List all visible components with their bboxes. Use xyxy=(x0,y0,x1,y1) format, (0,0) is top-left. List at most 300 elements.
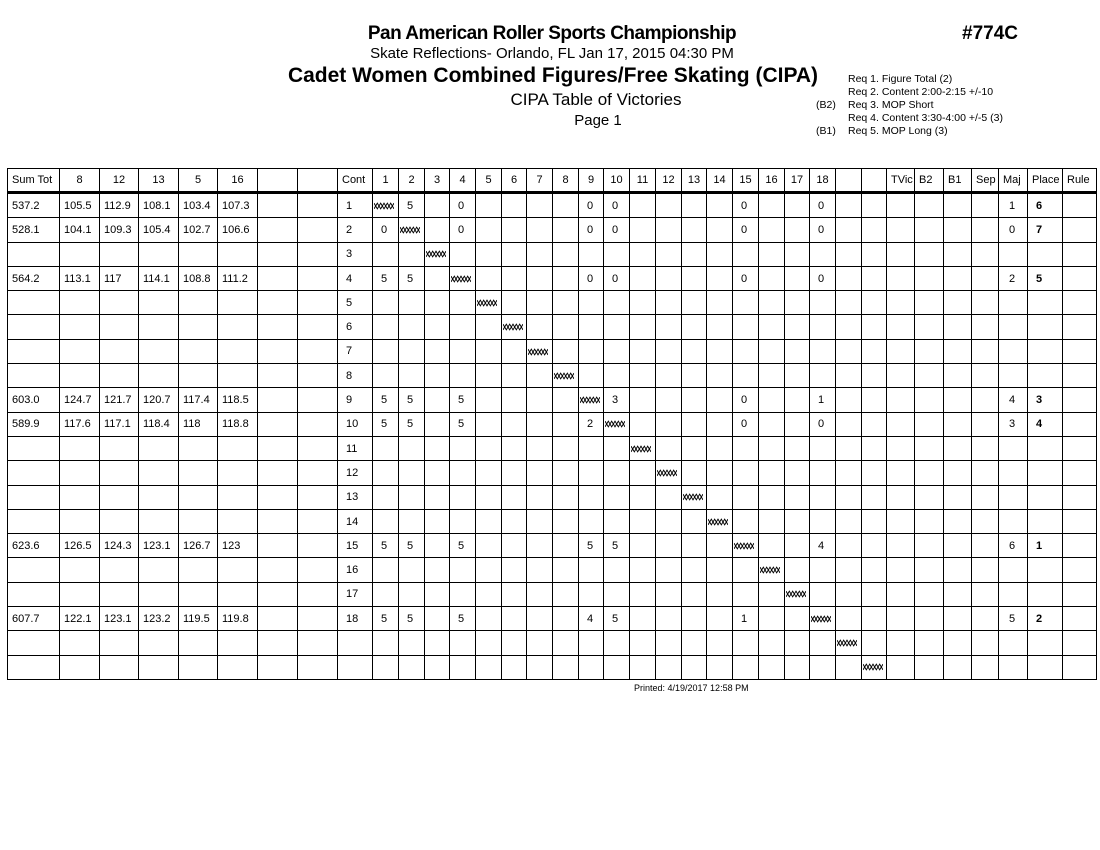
table-cell xyxy=(810,582,836,606)
table-cell xyxy=(476,436,502,460)
table-cell xyxy=(682,655,707,679)
table-cell xyxy=(972,315,999,339)
table-cell xyxy=(218,242,258,266)
table-cell xyxy=(258,631,298,655)
column-header: B1 xyxy=(944,169,972,193)
table-cell: 1 xyxy=(810,388,836,412)
table-cell: 5 xyxy=(373,388,399,412)
majority-cell xyxy=(999,461,1028,485)
table-cell xyxy=(862,218,887,242)
table-row xyxy=(8,291,1097,315)
table-cell xyxy=(425,388,450,412)
table-cell xyxy=(298,485,338,509)
self-cell xyxy=(707,509,733,533)
column-header: 10 xyxy=(604,169,630,193)
table-cell xyxy=(836,655,862,679)
table-cell xyxy=(682,582,707,606)
table-cell xyxy=(810,242,836,266)
table-cell xyxy=(972,607,999,631)
self-comparison-mark xyxy=(426,250,446,258)
contestant-cell: 12 xyxy=(338,461,373,485)
table-cell xyxy=(502,582,527,606)
table-cell xyxy=(944,218,972,242)
table-cell xyxy=(604,242,630,266)
table-cell xyxy=(759,266,785,290)
table-cell: 112.9 xyxy=(100,193,139,218)
table-cell xyxy=(373,655,399,679)
table-cell: 123.1 xyxy=(100,607,139,631)
requirement-text: Req 1. Figure Total (2) xyxy=(848,73,953,85)
venue-date-line: Skate Reflections- Orlando, FL Jan 17, 2015 04:30 PM xyxy=(370,45,734,62)
column-header: 8 xyxy=(60,169,100,193)
table-cell xyxy=(579,558,604,582)
table-cell: 113.1 xyxy=(60,266,100,290)
table-cell xyxy=(944,388,972,412)
place-cell xyxy=(1028,655,1063,679)
table-cell: 4 xyxy=(810,534,836,558)
table-row xyxy=(8,461,1097,485)
table-cell xyxy=(630,655,656,679)
table-cell xyxy=(527,193,553,218)
table-cell xyxy=(630,607,656,631)
table-cell xyxy=(298,193,338,218)
contestant-cell: 11 xyxy=(338,436,373,460)
table-cell xyxy=(862,534,887,558)
column-header: 6 xyxy=(502,169,527,193)
table-cell xyxy=(785,631,810,655)
table-cell xyxy=(630,534,656,558)
table-cell xyxy=(502,607,527,631)
table-cell xyxy=(450,315,476,339)
table-cell xyxy=(373,315,399,339)
majority-cell xyxy=(999,364,1028,388)
majority-cell: 4 xyxy=(999,388,1028,412)
self-comparison-mark xyxy=(554,372,574,380)
table-cell xyxy=(810,339,836,363)
table-cell: 121.7 xyxy=(100,388,139,412)
table-cell xyxy=(553,291,579,315)
table-cell xyxy=(527,655,553,679)
table-cell xyxy=(399,558,425,582)
event-code: #774C xyxy=(962,23,1018,44)
table-cell xyxy=(8,315,60,339)
column-header: 3 xyxy=(425,169,450,193)
requirement-tag xyxy=(816,86,848,99)
table-row xyxy=(8,339,1097,363)
table-cell xyxy=(450,631,476,655)
table-cell xyxy=(785,339,810,363)
table-cell xyxy=(373,339,399,363)
column-header: 12 xyxy=(656,169,682,193)
table-cell xyxy=(553,582,579,606)
table-cell xyxy=(944,607,972,631)
table-cell xyxy=(604,509,630,533)
self-comparison-mark xyxy=(863,663,883,671)
table-cell xyxy=(630,291,656,315)
table-cell xyxy=(944,266,972,290)
self-cell xyxy=(759,558,785,582)
table-cell xyxy=(8,364,60,388)
self-comparison-mark xyxy=(708,518,728,526)
table-cell xyxy=(399,582,425,606)
table-cell xyxy=(759,509,785,533)
table-cell xyxy=(972,412,999,436)
table-cell xyxy=(759,655,785,679)
table-cell xyxy=(944,339,972,363)
table-cell xyxy=(258,607,298,631)
table-cell xyxy=(553,193,579,218)
table-cell xyxy=(682,266,707,290)
table-cell xyxy=(630,582,656,606)
table-cell xyxy=(759,193,785,218)
requirement-tag: (B1) xyxy=(816,125,836,137)
table-cell xyxy=(218,291,258,315)
table-cell xyxy=(972,485,999,509)
table-cell xyxy=(972,631,999,655)
table-cell: 0 xyxy=(604,218,630,242)
table-cell: 0 xyxy=(373,218,399,242)
table-cell xyxy=(759,582,785,606)
table-cell xyxy=(8,242,60,266)
table-cell: 5 xyxy=(399,607,425,631)
table-cell: 0 xyxy=(810,266,836,290)
table-cell xyxy=(759,631,785,655)
event-title: Pan American Roller Sports Championship xyxy=(367,23,737,44)
table-row xyxy=(8,388,1097,412)
table-cell xyxy=(887,485,915,509)
requirement-tag xyxy=(816,112,848,125)
table-cell xyxy=(1063,485,1097,509)
table-cell: 108.8 xyxy=(179,266,218,290)
table-cell xyxy=(298,509,338,533)
table-cell xyxy=(733,242,759,266)
table-cell xyxy=(836,218,862,242)
table-cell xyxy=(759,218,785,242)
table-cell xyxy=(972,388,999,412)
table-cell: 5 xyxy=(450,607,476,631)
table-cell xyxy=(1063,582,1097,606)
place-cell: 6 xyxy=(1028,193,1063,218)
column-header: 9 xyxy=(579,169,604,193)
table-cell xyxy=(656,242,682,266)
page-number: Page 1 xyxy=(574,112,622,129)
table-cell xyxy=(1063,242,1097,266)
table-cell xyxy=(733,461,759,485)
table-cell: 0 xyxy=(733,193,759,218)
table-cell xyxy=(179,364,218,388)
table-cell xyxy=(100,558,139,582)
table-cell xyxy=(553,339,579,363)
table-cell xyxy=(972,436,999,460)
table-cell xyxy=(887,412,915,436)
table-cell xyxy=(604,582,630,606)
table-cell xyxy=(656,655,682,679)
table-cell xyxy=(810,315,836,339)
table-cell xyxy=(707,485,733,509)
table-cell xyxy=(425,193,450,218)
contestant-cell: 5 xyxy=(338,291,373,315)
column-header: 7 xyxy=(527,169,553,193)
table-cell xyxy=(579,655,604,679)
table-cell xyxy=(8,339,60,363)
table-cell: 0 xyxy=(450,193,476,218)
table-cell xyxy=(179,315,218,339)
table-cell xyxy=(298,461,338,485)
table-cell xyxy=(1063,193,1097,218)
table-cell xyxy=(1063,655,1097,679)
majority-cell xyxy=(999,291,1028,315)
table-cell xyxy=(915,412,944,436)
table-cell xyxy=(450,291,476,315)
table-cell xyxy=(836,266,862,290)
majority-cell xyxy=(999,631,1028,655)
table-cell xyxy=(1063,436,1097,460)
table-cell xyxy=(972,193,999,218)
self-cell xyxy=(476,291,502,315)
table-cell xyxy=(100,485,139,509)
place-cell xyxy=(1028,485,1063,509)
table-cell xyxy=(915,218,944,242)
majority-cell xyxy=(999,242,1028,266)
table-cell xyxy=(579,631,604,655)
table-cell xyxy=(785,607,810,631)
table-cell xyxy=(656,315,682,339)
requirement-item xyxy=(816,125,1003,138)
table-cell xyxy=(630,558,656,582)
table-cell xyxy=(100,461,139,485)
place-cell xyxy=(1028,631,1063,655)
majority-cell: 5 xyxy=(999,607,1028,631)
table-cell xyxy=(298,315,338,339)
requirement-text: Req 3. MOP Short xyxy=(848,99,934,111)
contestant-cell: 14 xyxy=(338,509,373,533)
table-cell xyxy=(1063,315,1097,339)
table-cell xyxy=(579,436,604,460)
table-cell xyxy=(298,655,338,679)
table-cell xyxy=(425,582,450,606)
table-cell xyxy=(785,218,810,242)
requirement-text: Req 5. MOP Long (3) xyxy=(848,125,948,137)
table-cell xyxy=(810,461,836,485)
table-cell xyxy=(8,461,60,485)
table-cell xyxy=(60,461,100,485)
place-cell: 3 xyxy=(1028,388,1063,412)
table-cell xyxy=(887,339,915,363)
majority-cell: 2 xyxy=(999,266,1028,290)
table-subtitle: CIPA Table of Victories xyxy=(510,90,682,109)
table-cell xyxy=(373,461,399,485)
table-cell xyxy=(258,339,298,363)
table-cell xyxy=(218,509,258,533)
table-cell: 4 xyxy=(579,607,604,631)
table-cell xyxy=(579,242,604,266)
table-cell: 5 xyxy=(450,388,476,412)
table-cell xyxy=(915,315,944,339)
table-cell xyxy=(915,655,944,679)
table-cell xyxy=(759,291,785,315)
table-cell xyxy=(862,631,887,655)
place-cell xyxy=(1028,291,1063,315)
table-cell xyxy=(425,607,450,631)
table-cell: 0 xyxy=(579,266,604,290)
self-comparison-mark xyxy=(605,420,625,428)
table-cell xyxy=(1063,291,1097,315)
table-cell: 0 xyxy=(810,412,836,436)
table-cell xyxy=(1063,534,1097,558)
table-cell xyxy=(915,388,944,412)
majority-cell: 1 xyxy=(999,193,1028,218)
table-cell xyxy=(100,315,139,339)
contestant-cell: 7 xyxy=(338,339,373,363)
table-row xyxy=(8,412,1097,436)
column-header xyxy=(862,169,887,193)
table-cell xyxy=(862,193,887,218)
table-row xyxy=(8,266,1097,290)
table-cell xyxy=(298,266,338,290)
table-cell xyxy=(373,558,399,582)
self-comparison-mark xyxy=(477,299,497,307)
table-cell xyxy=(862,558,887,582)
self-comparison-mark xyxy=(528,348,548,356)
table-cell xyxy=(972,242,999,266)
table-cell: 5 xyxy=(399,266,425,290)
column-header: 12 xyxy=(100,169,139,193)
table-cell xyxy=(707,388,733,412)
table-cell xyxy=(944,461,972,485)
self-comparison-mark xyxy=(811,615,831,623)
table-cell xyxy=(450,558,476,582)
majority-cell: 6 xyxy=(999,534,1028,558)
self-comparison-mark xyxy=(451,275,471,283)
table-cell xyxy=(8,582,60,606)
place-cell xyxy=(1028,315,1063,339)
table-cell xyxy=(258,655,298,679)
table-cell xyxy=(298,436,338,460)
table-cell xyxy=(399,242,425,266)
table-cell xyxy=(553,388,579,412)
table-cell xyxy=(733,485,759,509)
self-comparison-mark xyxy=(580,396,600,404)
self-comparison-mark xyxy=(683,493,703,501)
table-cell xyxy=(139,558,179,582)
table-cell xyxy=(502,266,527,290)
table-cell xyxy=(553,485,579,509)
table-cell xyxy=(8,655,60,679)
table-cell xyxy=(425,485,450,509)
table-cell xyxy=(60,315,100,339)
table-cell xyxy=(425,364,450,388)
table-cell xyxy=(836,193,862,218)
table-cell: 5 xyxy=(450,534,476,558)
column-header: 14 xyxy=(707,169,733,193)
table-cell xyxy=(425,558,450,582)
table-cell xyxy=(502,558,527,582)
table-cell xyxy=(836,436,862,460)
table-cell xyxy=(298,558,338,582)
table-cell: 106.6 xyxy=(218,218,258,242)
column-header: 16 xyxy=(218,169,258,193)
table-cell xyxy=(656,388,682,412)
table-cell xyxy=(682,364,707,388)
table-cell xyxy=(476,364,502,388)
self-cell xyxy=(733,534,759,558)
table-cell xyxy=(944,534,972,558)
table-cell xyxy=(579,315,604,339)
table-cell xyxy=(450,509,476,533)
table-cell xyxy=(258,364,298,388)
table-cell xyxy=(604,461,630,485)
table-cell: 126.5 xyxy=(60,534,100,558)
self-cell xyxy=(836,631,862,655)
table-cell: 119.5 xyxy=(179,607,218,631)
table-cell: 111.2 xyxy=(218,266,258,290)
table-row xyxy=(8,582,1097,606)
table-cell xyxy=(1063,364,1097,388)
table-cell xyxy=(298,534,338,558)
table-cell xyxy=(399,461,425,485)
table-cell xyxy=(759,607,785,631)
table-cell xyxy=(972,218,999,242)
table-cell xyxy=(502,631,527,655)
table-cell xyxy=(707,218,733,242)
table-cell: 117.1 xyxy=(100,412,139,436)
table-cell xyxy=(476,242,502,266)
column-header: 11 xyxy=(630,169,656,193)
table-row xyxy=(8,607,1097,631)
table-cell xyxy=(139,315,179,339)
table-cell xyxy=(915,242,944,266)
table-cell xyxy=(707,412,733,436)
column-header: 2 xyxy=(399,169,425,193)
table-cell xyxy=(298,291,338,315)
requirement-item xyxy=(816,112,1003,125)
table-cell xyxy=(759,412,785,436)
column-header: Cont xyxy=(338,169,373,193)
table-cell xyxy=(527,485,553,509)
table-cell xyxy=(425,339,450,363)
place-cell xyxy=(1028,461,1063,485)
table-cell xyxy=(450,339,476,363)
requirement-item xyxy=(816,86,1003,99)
table-cell xyxy=(785,436,810,460)
table-cell xyxy=(656,218,682,242)
table-cell xyxy=(944,412,972,436)
self-cell xyxy=(630,436,656,460)
table-cell xyxy=(972,291,999,315)
table-cell xyxy=(399,339,425,363)
table-cell xyxy=(527,534,553,558)
table-cell xyxy=(944,436,972,460)
table-cell xyxy=(836,339,862,363)
table-cell xyxy=(759,461,785,485)
column-header xyxy=(298,169,338,193)
table-cell xyxy=(887,193,915,218)
table-cell xyxy=(836,607,862,631)
table-cell xyxy=(527,242,553,266)
requirement-tag: (B2) xyxy=(816,99,836,111)
table-cell xyxy=(527,461,553,485)
table-cell xyxy=(862,339,887,363)
table-cell xyxy=(862,364,887,388)
table-cell xyxy=(887,315,915,339)
table-cell xyxy=(733,291,759,315)
self-cell xyxy=(579,388,604,412)
table-cell xyxy=(733,582,759,606)
table-cell xyxy=(887,509,915,533)
table-cell xyxy=(707,655,733,679)
majority-cell: 0 xyxy=(999,218,1028,242)
table-cell xyxy=(60,582,100,606)
